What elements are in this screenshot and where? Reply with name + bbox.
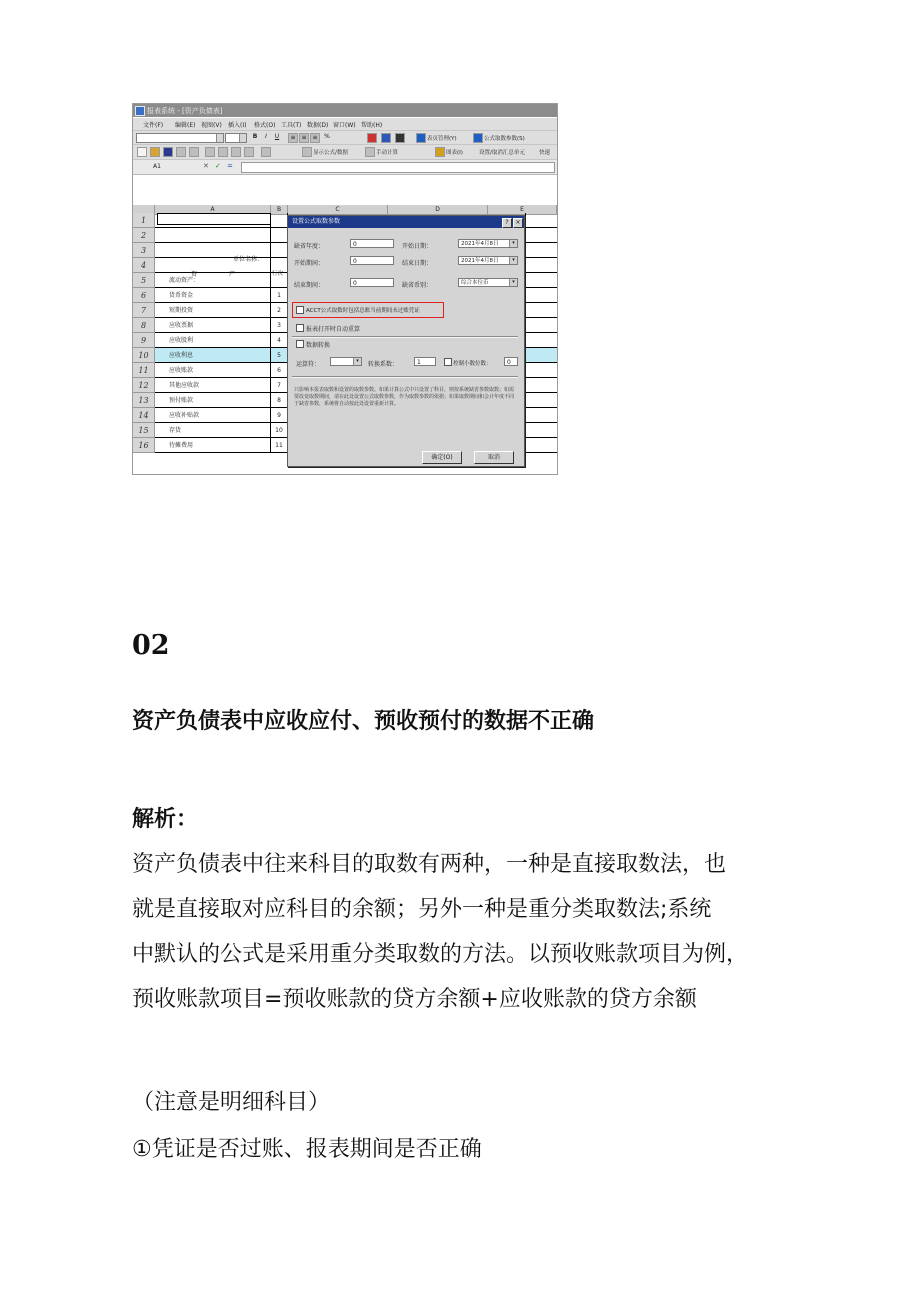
chevron-down-icon: ▾ xyxy=(509,240,517,247)
cancel-icon[interactable]: ✕ xyxy=(203,162,209,170)
menu-edit[interactable]: 编辑(E) xyxy=(175,122,196,129)
cell-item-name[interactable]: 应收账款 xyxy=(155,363,271,378)
cell-value[interactable] xyxy=(525,258,557,273)
data-convert-checkbox[interactable] xyxy=(296,340,304,348)
operator-select[interactable] xyxy=(330,357,362,366)
align-right-icon[interactable]: ≡ xyxy=(310,133,320,143)
menu-format[interactable]: 格式(O) xyxy=(254,122,276,129)
acct-unposted-checkbox[interactable] xyxy=(296,306,304,314)
unit-name-label: 单位名称： xyxy=(233,256,264,263)
font-color-icon[interactable] xyxy=(395,133,405,143)
cell-value[interactable] xyxy=(525,333,557,348)
cell-item-name[interactable]: 其他应收款 xyxy=(155,378,271,393)
format-toolbar xyxy=(133,131,557,145)
end-date-value: 2021年4月8日 xyxy=(461,258,499,264)
table-manage-label[interactable]: 表页管理(Y) xyxy=(427,136,457,142)
italic-button[interactable]: I xyxy=(265,133,267,140)
font-size-select[interactable] xyxy=(225,133,247,143)
cell-value[interactable] xyxy=(525,408,557,423)
underline-button[interactable]: U xyxy=(274,133,280,140)
cell-value[interactable] xyxy=(525,213,557,228)
cell-row-index[interactable] xyxy=(271,213,288,228)
copy-icon[interactable] xyxy=(218,147,228,157)
cell-row-index[interactable]: 8 xyxy=(271,393,288,408)
row-header[interactable]: 9 xyxy=(133,333,155,348)
column-header[interactable]: D xyxy=(388,205,488,215)
percent-button[interactable]: % xyxy=(324,133,330,140)
formula-input[interactable] xyxy=(241,162,555,173)
cell-item-name[interactable]: 流动资产： xyxy=(155,273,271,288)
paste-icon[interactable] xyxy=(231,147,241,157)
cell-row-index[interactable]: 6 xyxy=(271,363,288,378)
row-header[interactable]: 13 xyxy=(133,393,155,408)
formula-params-dialog xyxy=(287,215,525,467)
currency-select[interactable] xyxy=(458,278,518,287)
menu-help[interactable]: 帮助(H) xyxy=(361,122,383,129)
open-folder-icon[interactable] xyxy=(150,147,160,157)
new-file-icon[interactable] xyxy=(137,147,147,157)
manual-calc-label[interactable]: 手动计算 xyxy=(376,150,399,156)
embedded-screenshot xyxy=(132,103,558,475)
standard-toolbar xyxy=(133,145,557,160)
paragraph-line: 就是直接取对应科目的余额；另外一种是重分类取数法;系统 xyxy=(132,897,712,922)
fiscal-year-label: 缺省年度： xyxy=(294,243,325,250)
analysis-label: 解析： xyxy=(132,807,199,832)
cell-item-name[interactable]: 应收股利 xyxy=(155,333,271,348)
decimals-label: 控制小数位数： xyxy=(453,361,492,367)
table-manage-icon[interactable] xyxy=(416,133,426,143)
menu-bar xyxy=(133,118,557,131)
cell-value[interactable] xyxy=(525,273,557,288)
assets-header-2: 产 xyxy=(229,271,236,278)
cell-value[interactable] xyxy=(525,243,557,258)
cancel-button[interactable]: 取消 xyxy=(474,451,514,464)
align-center-icon[interactable]: ≡ xyxy=(299,133,309,143)
calc-icon[interactable] xyxy=(365,147,375,157)
detail-account-note: （注意是明细科目） xyxy=(132,1090,331,1115)
cell-item-name[interactable]: 待摊费用 xyxy=(155,438,271,453)
start-period-input[interactable]: 0 xyxy=(350,256,394,265)
divider xyxy=(292,336,518,338)
menu-window[interactable]: 窗口(W) xyxy=(333,122,356,129)
dialog-title: 设置公式取数参数 xyxy=(292,218,341,225)
cell-row-index[interactable]: 7 xyxy=(271,378,288,393)
cell-item-name[interactable]: 存货 xyxy=(155,423,271,438)
cell-row-index[interactable]: 5 xyxy=(271,348,288,363)
cell-value[interactable] xyxy=(525,348,557,363)
save-icon[interactable] xyxy=(163,147,173,157)
analysis-paragraph xyxy=(132,842,812,1022)
row-header[interactable]: 8 xyxy=(133,318,155,333)
cell-value[interactable] xyxy=(525,318,557,333)
window-titlebar xyxy=(133,104,557,117)
column-header[interactable]: C xyxy=(288,205,388,215)
equals-icon[interactable]: = xyxy=(227,162,233,170)
cell-row-index[interactable]: 2 xyxy=(271,303,288,318)
divider xyxy=(292,376,518,378)
cell-row-index[interactable] xyxy=(271,228,288,243)
currency-value: 综合本位币 xyxy=(461,280,489,286)
formula-params-icon[interactable] xyxy=(473,133,483,143)
format-painter-icon[interactable] xyxy=(244,147,254,157)
row-number-header: 行次 xyxy=(272,271,284,277)
cell-reference[interactable]: A1 xyxy=(153,163,161,170)
auto-recalc-label: 报表打开时自动重算 xyxy=(306,326,361,333)
start-date-select[interactable] xyxy=(458,239,518,248)
cell-item-name[interactable] xyxy=(155,228,271,243)
row-header[interactable]: 7 xyxy=(133,303,155,318)
decimals-input[interactable]: 0 xyxy=(504,357,518,366)
acct-unposted-label: ACCT公式取数时包括总账当前期间未过账凭证 xyxy=(306,308,420,314)
auto-recalc-checkbox[interactable] xyxy=(296,324,304,332)
column-header[interactable]: A xyxy=(155,205,271,215)
data-convert-label: 数据转换 xyxy=(306,342,331,349)
dialog-titlebar xyxy=(288,216,524,228)
cell-item-name[interactable]: 应收补贴款 xyxy=(155,408,271,423)
chevron-down-icon: ▾ xyxy=(509,279,517,286)
row-header[interactable]: 12 xyxy=(133,378,155,393)
align-left-icon[interactable]: ≡ xyxy=(288,133,298,143)
end-date-label: 结束日期： xyxy=(402,260,433,267)
confirm-icon[interactable]: ✓ xyxy=(215,162,221,170)
cell-value[interactable] xyxy=(525,378,557,393)
decimals-checkbox[interactable] xyxy=(444,358,452,366)
start-period-label: 开始期间： xyxy=(294,260,325,267)
start-date-value: 2021年4月8日 xyxy=(461,241,499,247)
paragraph-line: 预收账款项目=预收账款的贷方余额+应收账款的贷方余额 xyxy=(132,987,697,1012)
row-header[interactable]: 2 xyxy=(133,228,155,243)
preview-icon[interactable] xyxy=(189,147,199,157)
cell-item-name[interactable]: 预付账款 xyxy=(155,393,271,408)
paragraph-line: 资产负债表中往来科目的取数有两种，一种是直接取数法，也 xyxy=(132,852,727,877)
cell-value[interactable] xyxy=(525,393,557,408)
bold-button[interactable]: B xyxy=(252,133,258,140)
row-header[interactable]: 16 xyxy=(133,438,155,453)
chevron-down-icon: ▾ xyxy=(353,358,361,365)
fiscal-year-input[interactable]: 0 xyxy=(350,239,394,248)
section-heading: 资产负债表中应收应付、预收预付的数据不正确 xyxy=(132,709,595,734)
chart-icon[interactable] xyxy=(435,147,445,157)
cell-item-name[interactable]: 货币资金 xyxy=(155,288,271,303)
end-period-input[interactable]: 0 xyxy=(350,278,394,287)
menu-file[interactable]: 文件(F) xyxy=(143,122,164,129)
summary-cell-label[interactable]: 设置/取消汇总单元 xyxy=(479,150,525,156)
cell-row-index[interactable]: 9 xyxy=(271,408,288,423)
cell-value[interactable] xyxy=(525,438,557,453)
coef-label: 转换系数： xyxy=(368,361,399,368)
app-icon xyxy=(135,106,145,116)
cell-row-index[interactable] xyxy=(271,243,288,258)
menu-tools[interactable]: 工具(T) xyxy=(281,122,302,129)
check-item-1: ①凭证是否过账、报表期间是否正确 xyxy=(132,1137,482,1162)
window-title: 报表系统 - [资产负债表] xyxy=(147,107,223,115)
cut-icon[interactable] xyxy=(205,147,215,157)
cell-row-index[interactable]: 10 xyxy=(271,423,288,438)
cell-item-name[interactable]: 应收利息 xyxy=(155,348,271,363)
cell-row-index[interactable]: 11 xyxy=(271,438,288,453)
assets-header: 资 xyxy=(191,271,198,278)
undo-icon[interactable] xyxy=(261,147,271,157)
start-date-label: 开始日期： xyxy=(402,243,433,250)
row-header[interactable]: 11 xyxy=(133,363,155,378)
chevron-down-icon: ▾ xyxy=(509,257,517,264)
row-header[interactable]: 5 xyxy=(133,273,155,288)
cell-item-name[interactable]: 应收票据 xyxy=(155,318,271,333)
selected-cell[interactable] xyxy=(157,213,271,225)
row-header[interactable]: 10 xyxy=(133,348,155,363)
section-number: 02 xyxy=(132,630,170,661)
formula-params-label[interactable]: 公式取数参数(S) xyxy=(484,136,525,142)
close-button[interactable]: × xyxy=(513,218,523,228)
formula-bar xyxy=(133,160,557,175)
border-icon[interactable] xyxy=(367,133,377,143)
chart-label[interactable]: 图表(I) xyxy=(446,150,463,156)
ok-button[interactable]: 确定(O) xyxy=(422,451,462,464)
help-button[interactable]: ? xyxy=(502,218,512,228)
fill-color-icon[interactable] xyxy=(381,133,391,143)
show-formula-label[interactable]: 显示公式/数据 xyxy=(313,150,348,156)
row-header[interactable]: 15 xyxy=(133,423,155,438)
operator-label: 运算符： xyxy=(296,361,321,368)
cell-row-index[interactable]: 1 xyxy=(271,288,288,303)
cell-row-index[interactable]: 4 xyxy=(271,333,288,348)
currency-label: 缺省币别： xyxy=(402,282,433,289)
column-header[interactable]: E xyxy=(488,205,557,215)
paragraph-line: 中默认的公式是采用重分类取数的方法。以预收账款项目为例， xyxy=(132,942,749,967)
end-date-select[interactable] xyxy=(458,256,518,265)
menu-data[interactable]: 数据(D) xyxy=(307,122,329,129)
row-header[interactable]: 1 xyxy=(133,213,155,228)
quick-label[interactable]: 快速 xyxy=(539,150,551,156)
row-header[interactable]: 4 xyxy=(133,258,155,273)
dialog-note: 只影响本报表取数和设置的取数参数。如果计算公式中只设置了科目，则按系统缺省参数取数；如需要改变取数期间，请在此处设置公式取数参数，作为取数参数的依据；如果取数期间和会计年度不同于缺省参数，系统将自动按此处设置重新计算。 xyxy=(294,387,515,407)
cell-item-name[interactable]: 短期投资 xyxy=(155,303,271,318)
show-formula-icon[interactable] xyxy=(302,147,312,157)
row-header[interactable]: 6 xyxy=(133,288,155,303)
row-header[interactable]: 3 xyxy=(133,243,155,258)
cell-value[interactable] xyxy=(525,228,557,243)
cell-value[interactable] xyxy=(525,303,557,318)
row-header[interactable]: 14 xyxy=(133,408,155,423)
cell-value[interactable] xyxy=(525,423,557,438)
cell-row-index[interactable]: 3 xyxy=(271,318,288,333)
cell-value[interactable] xyxy=(525,363,557,378)
print-icon[interactable] xyxy=(176,147,186,157)
menu-view[interactable]: 视图(V) xyxy=(201,122,222,129)
coef-input[interactable]: 1 xyxy=(414,357,436,366)
column-header[interactable]: B xyxy=(271,205,288,215)
font-name-select[interactable] xyxy=(136,133,224,143)
cell-value[interactable] xyxy=(525,288,557,303)
end-period-label: 结束期间： xyxy=(294,282,325,289)
menu-insert[interactable]: 插入(I) xyxy=(228,122,247,129)
